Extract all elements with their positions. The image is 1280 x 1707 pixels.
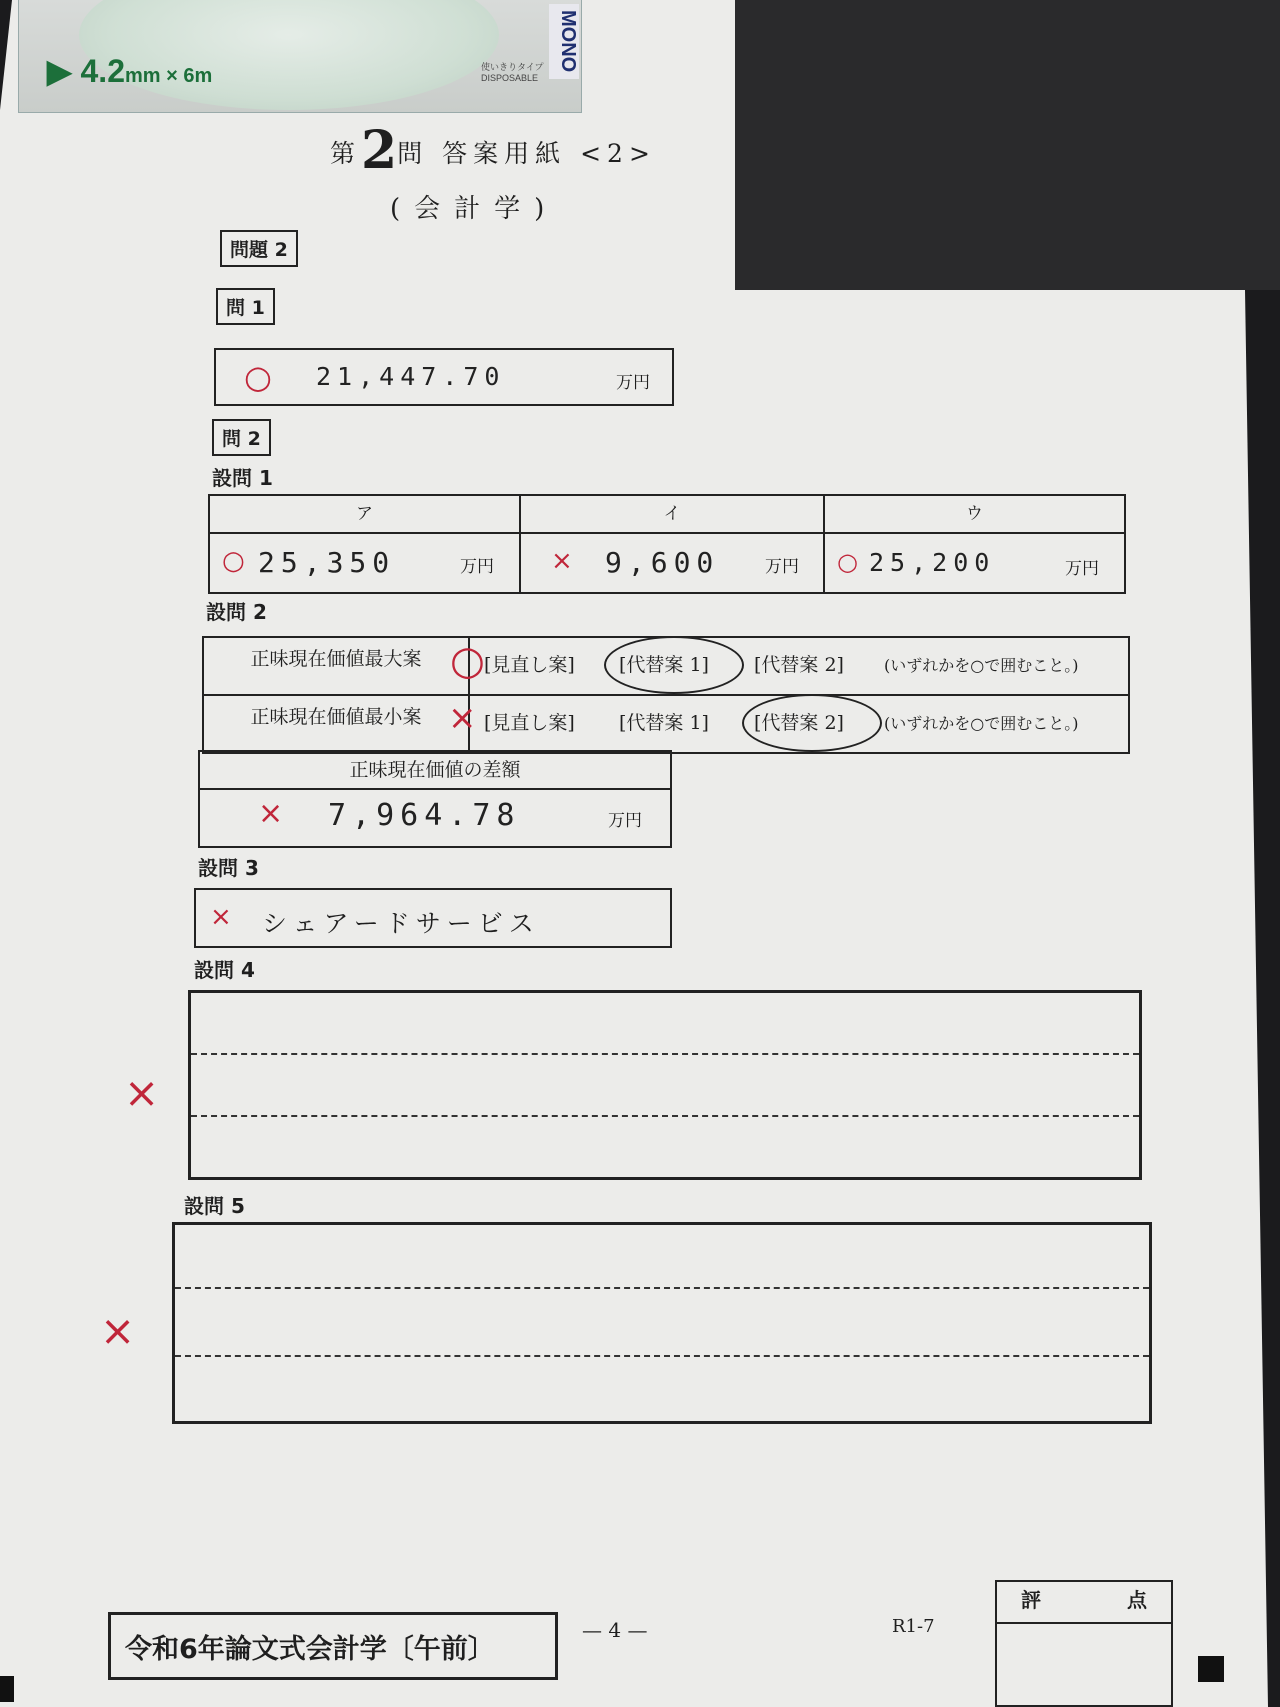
s2-row-min-opt3: [代替案 2] bbox=[754, 712, 844, 734]
s5-label: 設問 5 bbox=[184, 1194, 245, 1218]
registration-mark-right bbox=[1198, 1656, 1224, 1682]
tape-spec-unit: mm × 6m bbox=[124, 65, 213, 87]
s2-row-min-note: (いずれかを○で囲むこと。) bbox=[884, 714, 1079, 733]
s3-answer-box bbox=[194, 888, 672, 948]
s1-col-i bbox=[521, 496, 825, 592]
s2-row-max-mark: ○ bbox=[450, 638, 485, 684]
s5-line-2 bbox=[175, 1355, 1149, 1357]
s2-row-max-circle bbox=[604, 636, 744, 694]
q1-mark: ○ bbox=[244, 358, 272, 396]
title-prefix: 第 bbox=[330, 139, 362, 168]
s1-col-u-answer: 25,200 bbox=[869, 548, 996, 577]
q1-tag: 問 1 bbox=[216, 288, 275, 325]
s2-diff-answer: 7,964.78 bbox=[328, 798, 521, 833]
s1-col-i-header: イ bbox=[521, 496, 823, 534]
s1-col-a-answer: 25,350 bbox=[258, 546, 396, 579]
s4-line-1 bbox=[191, 1053, 1139, 1055]
problem-tag: 問題 2 bbox=[220, 230, 298, 267]
tape-spec: ▶ 4.2mm × 6m bbox=[47, 53, 213, 89]
s1-col-u-mark: ○ bbox=[837, 548, 858, 576]
s2-choice-table bbox=[202, 636, 1130, 754]
s2-row-max-opt1: [見直し案] bbox=[484, 654, 575, 676]
s1-col-u-header: ウ bbox=[825, 496, 1124, 534]
s2-diff-box bbox=[198, 750, 672, 848]
s1-col-i-answer: 9,600 bbox=[605, 546, 720, 579]
score-label-right: 点 bbox=[1127, 1588, 1147, 1612]
s2-row-min-circle bbox=[742, 694, 882, 752]
s2-row-max-note: (いずれかを○で囲むこと。) bbox=[884, 656, 1079, 675]
s2-row-max-opt3: [代替案 2] bbox=[754, 654, 844, 676]
page-number: — 4 — bbox=[582, 1618, 648, 1642]
s2-row-max bbox=[204, 638, 1128, 696]
tape-brand: MONO bbox=[549, 4, 579, 79]
s5-answer-box[interactable] bbox=[172, 1222, 1152, 1424]
s2-diff-unit: 万円 bbox=[608, 811, 642, 831]
s2-diff-mark: × bbox=[258, 796, 284, 831]
s5-line-1 bbox=[175, 1287, 1149, 1289]
tape-note: 使いきりタイプ DISPOSABLE bbox=[481, 62, 544, 83]
s5-mark: × bbox=[100, 1306, 136, 1355]
tape-spec-main: 4.2 bbox=[80, 53, 125, 89]
s4-mark: × bbox=[124, 1068, 160, 1117]
q1-answer-box bbox=[214, 348, 674, 406]
s2-row-min-opt1: [見直し案] bbox=[484, 712, 575, 734]
score-header bbox=[997, 1582, 1171, 1624]
s1-col-a-unit: 万円 bbox=[460, 557, 494, 577]
s2-row-max-label: 正味現在価値最大案 bbox=[204, 638, 470, 694]
s1-col-u bbox=[825, 496, 1124, 592]
q1-unit: 万円 bbox=[616, 373, 650, 393]
s2-row-min-mark: × bbox=[448, 698, 477, 738]
s2-diff-header: 正味現在価値の差額 bbox=[200, 752, 670, 790]
q2-tag: 問 2 bbox=[212, 419, 271, 456]
s1-col-a-header: ア bbox=[210, 496, 519, 534]
s3-mark: × bbox=[210, 902, 232, 932]
score-box bbox=[995, 1580, 1173, 1707]
s2-row-min-label: 正味現在価値最小案 bbox=[204, 696, 470, 752]
title-suffix: 問 答案用紙 <2> bbox=[397, 139, 656, 168]
s2-label: 設問 2 bbox=[206, 600, 267, 624]
title-number: 2 bbox=[361, 120, 398, 181]
s3-answer: シェアードサービス bbox=[262, 909, 540, 938]
correction-tape-package bbox=[18, 0, 582, 113]
s1-col-u-unit: 万円 bbox=[1065, 559, 1099, 579]
s1-col-a bbox=[210, 496, 521, 592]
page-subtitle: (会計学) bbox=[390, 194, 559, 224]
s1-col-a-mark: ○ bbox=[222, 546, 245, 576]
registration-mark-left bbox=[0, 1676, 14, 1702]
s1-col-i-mark: × bbox=[551, 546, 573, 576]
form-code: R1-7 bbox=[892, 1616, 935, 1637]
s3-label: 設問 3 bbox=[198, 856, 259, 880]
s2-row-max-opt2: [代替案 1] bbox=[619, 654, 709, 676]
s1-answer-table bbox=[208, 494, 1126, 594]
q1-answer: 21,447.70 bbox=[316, 362, 506, 391]
s2-row-min bbox=[204, 696, 1128, 752]
background-folder bbox=[735, 0, 1280, 290]
exam-name-box: 令和6年論文式会計学〔午前〕 bbox=[108, 1612, 558, 1680]
s4-line-2 bbox=[191, 1115, 1139, 1117]
page-title bbox=[330, 120, 656, 181]
s1-label: 設問 1 bbox=[212, 466, 273, 490]
score-label-left: 評 bbox=[1021, 1588, 1041, 1612]
s4-label: 設問 4 bbox=[194, 958, 255, 982]
s1-col-i-unit: 万円 bbox=[765, 557, 799, 577]
s2-row-min-opt2: [代替案 1] bbox=[619, 712, 709, 734]
s4-answer-box[interactable] bbox=[188, 990, 1142, 1180]
